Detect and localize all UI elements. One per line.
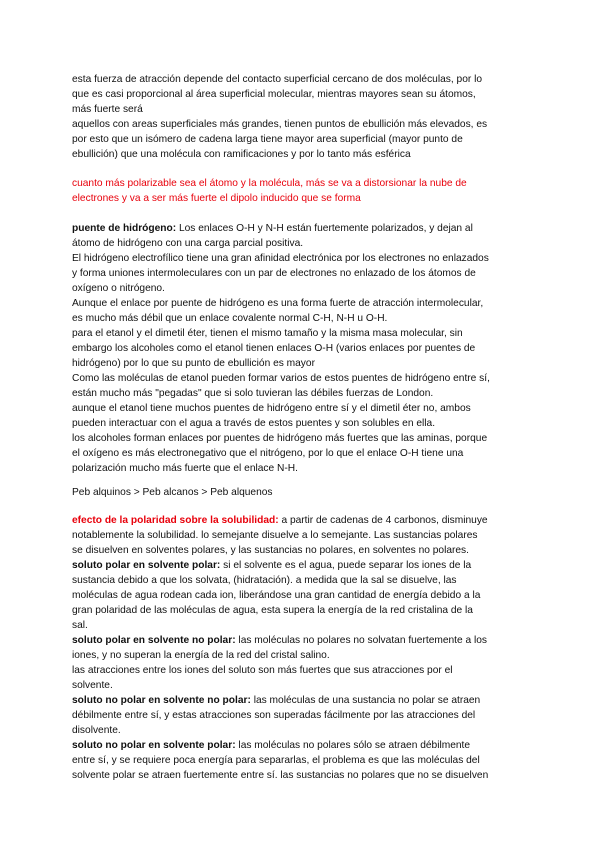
case-heading: soluto polar en solvente no polar: <box>72 635 236 646</box>
text-line: débilmente entre sí, y estas atracciones son superadas fácilmente por las atracciones del <box>72 710 476 721</box>
text-line: por esto que un isómero de cadena larga tiene mayor area superficial (mayor punto de <box>72 134 463 145</box>
text-line: Peb alquinos > Peb alcanos > Peb alquenos <box>72 487 273 498</box>
section-heading: puente de hidrógeno: <box>72 223 177 234</box>
case-heading: soluto no polar en solvente polar: <box>72 740 236 751</box>
text-line: para el etanol y el dimetil éter, tienen el mismo tamaño y la misma masa molecular, sin <box>72 328 463 339</box>
text-span: Los enlaces O-H y N-H están fuertemente polarizados, y dejan al <box>176 223 473 234</box>
text-line: cuanto más polarizable sea el átomo y la molécula, más se va a distorsionar la nube de <box>72 178 467 189</box>
text-line: se disuelven en solventes polares, y las sustancias no polares, en solventes no polares. <box>72 545 469 556</box>
text-line: solvente polar se atraen fuertemente entre sí. las sustancias no polares que no se disuelven <box>72 770 489 781</box>
text-line: hidrógeno) por lo que su punto de ebullición es mayor <box>72 358 315 369</box>
text-line: el oxígeno es más electronegativo que el nitrógeno, por lo que el enlace O-H tiene una <box>72 448 464 459</box>
section-heading: efecto de la polaridad sobre la solubilidad: <box>72 515 279 526</box>
polarizability-note <box>72 176 528 206</box>
text-line: están mucho más "pegadas" que si solo tuvieran las débiles fuerzas de London. <box>72 388 434 399</box>
boiling-point-order <box>72 485 528 500</box>
text-line: sustancia debido a que los solvata, (hidratación). a medida que la sal se disuelve, las <box>72 575 457 586</box>
solubility-section <box>72 513 528 783</box>
text-line: más fuerte será <box>72 104 143 115</box>
case-heading: soluto no polar en solvente no polar: <box>72 695 251 706</box>
text-line: aunque el etanol tiene muchos puentes de hidrógeno entre sí y el dimetil éter no, ambos <box>72 403 471 414</box>
text-line: Aunque el enlace por puente de hidrógeno es una forma fuerte de atracción intermolecular, <box>72 298 484 309</box>
text-line: notablemente la solubilidad. lo semejante disuelve a lo semejante. Las sustancias polares <box>72 530 478 541</box>
text-line: es mucho más débil que un enlace covalente normal C-H, N-H u O-H. <box>72 313 388 324</box>
text-line: embargo los alcoholes como el etanol tienen enlaces O-H (varios enlaces por puentes de <box>72 343 476 354</box>
text-line: oxígeno o nitrógeno. <box>72 283 165 294</box>
text-line: las atracciones entre los iones del soluto son más fuertes que sus atracciones por el <box>72 665 453 676</box>
text-span: a partir de cadenas de 4 carbonos, disminuye <box>278 515 488 526</box>
text-span: las moléculas no polares sólo se atraen débilmente <box>235 740 471 751</box>
text-line: átomo de hidrógeno con una carga parcial positiva. <box>72 238 304 249</box>
text-line: esta fuerza de atracción depende del contacto superficial cercano de dos moléculas, por lo <box>72 74 483 85</box>
case-heading: soluto polar en solvente polar: <box>72 560 221 571</box>
text-span: las moléculas no polares no solvatan fuertemente a los <box>235 635 488 646</box>
text-line: y forma uniones intermoleculares con un par de electrones no enlazado de los átomos de <box>72 268 476 279</box>
text-line: sal. <box>72 620 88 631</box>
text-line: iones, y no superan la energía de la red del cristal salino. <box>72 650 330 661</box>
text-line: disolvente. <box>72 725 121 736</box>
text-line: polarización mucho más fuerte que el enlace N-H. <box>72 463 298 474</box>
hydrogen-bond-section <box>72 221 528 476</box>
text-line: ebullición) que una molécula con ramificaciones y por lo tanto más esférica <box>72 149 411 160</box>
text-line: El hidrógeno electrofílico tiene una gran afinidad electrónica por los electrones no enlazados <box>72 253 489 264</box>
london-forces-paragraph <box>72 72 528 162</box>
text-line: que es casi proporcional al área superficial molecular, mientras mayores sean su átomos, <box>72 89 476 100</box>
text-line: pueden interactuar con el agua a través de estos puentes y son solubles en ella. <box>72 418 436 429</box>
text-line: electrones y va a ser más fuerte el dipolo inducido que se forma <box>72 193 361 204</box>
text-span: las moléculas de una sustancia no polar se atraen <box>250 695 481 706</box>
text-line: aquellos con areas superficiales más grandes, tienen puntos de ebullición más elevados, es <box>72 119 488 130</box>
text-line: gran polaridad de las moléculas de agua, esta supera la energía de la red cristalina de la <box>72 605 473 616</box>
text-span: si el solvente es el agua, puede separar los iones de la <box>220 560 472 571</box>
text-line: entre sí, y se requiere poca energía para separarlas, el problema es que las moléculas del <box>72 755 480 766</box>
text-line: los alcoholes forman enlaces por puentes de hidrógeno más fuertes que las aminas, porque <box>72 433 488 444</box>
text-line: solvente. <box>72 680 113 691</box>
text-line: moléculas de agua rodean cada ion, liberándose una gran cantidad de energía debido a la <box>72 590 481 601</box>
text-line: Como las moléculas de etanol pueden formar varios de estos puentes de hidrógeno entre sí, <box>72 373 490 384</box>
